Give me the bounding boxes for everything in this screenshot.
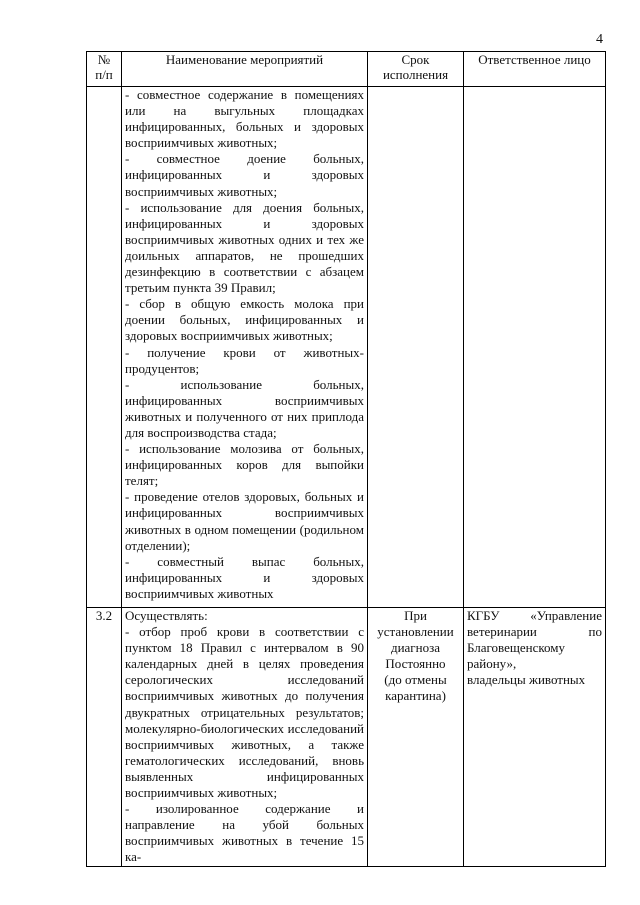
cell-responsible — [464, 608, 606, 867]
header-num: № п/п — [87, 52, 122, 87]
header-name: Наименование мероприятий — [122, 52, 368, 87]
responsible-line: КГБУ «Управление ветеринарии по Благовещенскому району», — [467, 608, 602, 672]
list-item: - совместный выпас больных, инфицированных и здоровых восприимчивых животных — [125, 553, 364, 601]
cell-term — [368, 608, 464, 867]
list-item: - сбор в общую емкость молока при доении больных, инфицированных и здоровых восприимчивых животных; — [125, 296, 364, 344]
cell-term-empty — [368, 87, 464, 608]
term-line: Постоянно — [385, 656, 446, 672]
term-line: При установлении диагноза — [377, 608, 454, 656]
header-responsible: Ответственное лицо — [464, 52, 606, 87]
list-item: - использование больных, инфицированных восприимчивых животных и полученного от них приплода для воспроизводства стада; — [125, 376, 364, 440]
list-item: - изолированное содержание и направление на убой больных восприимчивых животных в течение 15 ка- — [125, 801, 364, 865]
term-line: (до отмены карантина) — [384, 672, 447, 704]
list-item: - использование молозива от больных, инфицированных коров для выпойки телят; — [125, 441, 364, 489]
cell-num: 3.2 — [87, 608, 122, 867]
list-item: - проведение отелов здоровых, больных и инфицированных восприимчивых животных в одном помещении (родильном отделении); — [125, 489, 364, 553]
table-row-3-2 — [87, 608, 606, 867]
page-number: 4 — [596, 32, 603, 47]
cell-measures — [122, 608, 368, 867]
measures-table — [86, 51, 606, 867]
header-term: Срок исполнения — [368, 52, 464, 87]
list-item: - отбор проб крови в соответствии с пунктом 18 Правил с интервалом в 90 календарных дней в целях проведения серологических исследований восприимчивых животных до получения двукратных отрицательных результатов; молекулярно-биологических исследований восприимчивых животных, а также гематологических исследований, вновь выявленных инфицированных восприимчивых животных; — [125, 624, 364, 801]
cell-measures-continuation — [122, 87, 368, 608]
list-item: - использование для доения больных, инфицированных и здоровых восприимчивых животных одних и тех же доильных аппаратов, не прошедших дезинфекцию в соответствии с абзацем третьим пункта 39 Правил; — [125, 199, 364, 296]
responsible-line: владельцы животных — [467, 672, 586, 688]
list-item: Осуществлять: — [125, 608, 208, 623]
table-row-continuation — [87, 87, 606, 608]
list-item: - совместное содержание в помещениях или на выгульных площадках инфицированных, больных и здоровых восприимчивых животных; — [125, 87, 364, 151]
list-item: - совместное доение больных, инфицированных и здоровых восприимчивых животных; — [125, 151, 364, 199]
table-header-row — [87, 52, 606, 87]
cell-responsible-empty — [464, 87, 606, 608]
cell-num-empty — [87, 87, 122, 608]
list-item: - получение крови от животных-продуцентов; — [125, 344, 364, 376]
